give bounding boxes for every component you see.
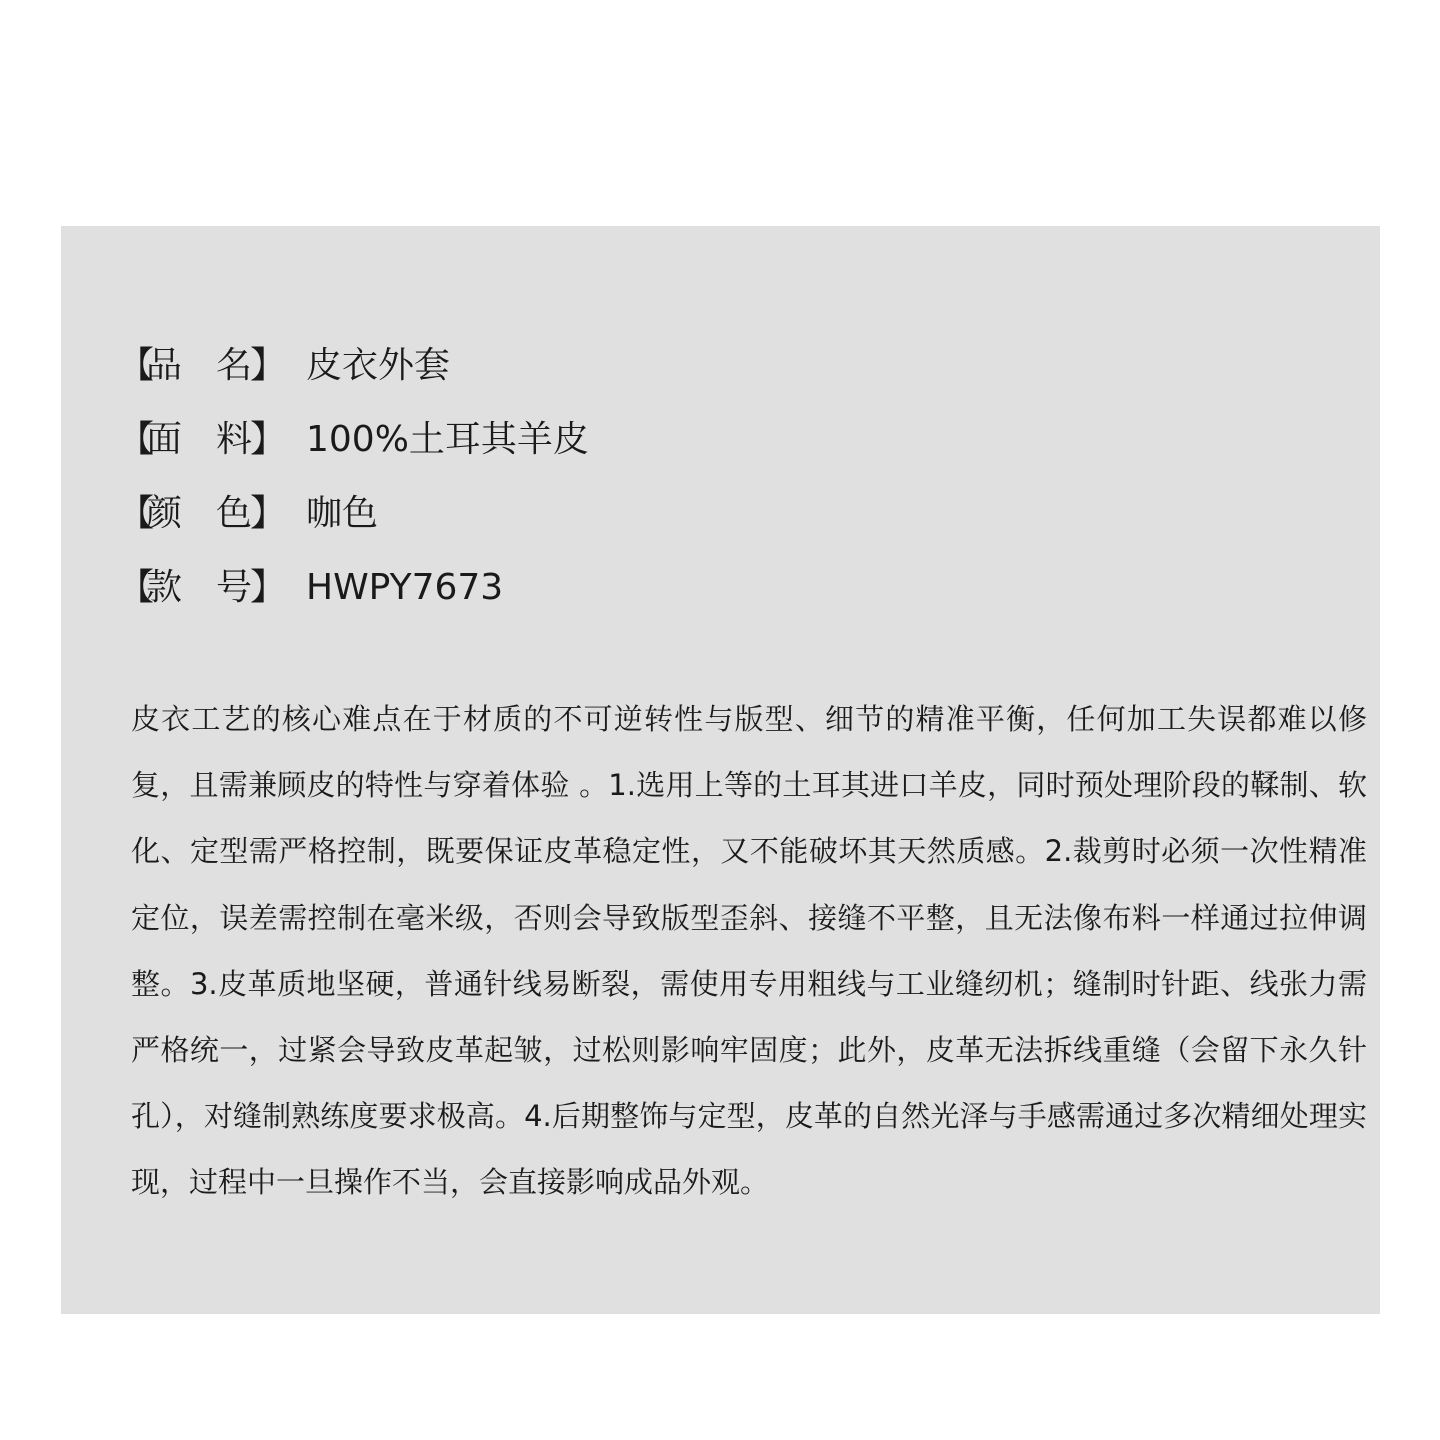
bracket-open: 【: [118, 493, 155, 534]
bracket-close: 】: [250, 419, 287, 460]
spec-key-char: 款: [146, 567, 183, 608]
spec-key: [118, 486, 288, 542]
spec-key-char: 色: [216, 493, 253, 534]
bracket-open: 【: [118, 567, 155, 608]
spec-key-char: 料: [216, 419, 253, 460]
spec-value-style-number: HWPY7673: [306, 567, 504, 608]
spec-key-char: 面: [146, 419, 183, 460]
bracket-close: 】: [250, 493, 287, 534]
spec-key: [118, 412, 288, 468]
craft-description: 皮衣工艺的核心难点在于材质的不可逆转性与版型、细节的精准平衡，任何加工失误都难以修复，且需兼顾皮的特性与穿着体验 。1.选用上等的土耳其进口羊皮，同时预处理阶段的鞣制、软化、定型需严格控制，既要保证皮革稳定性，又不能破坏其天然质感。2.裁剪时必须一次性精准定位，误差需控制在毫米级，否则会导致版型歪斜、接缝不平整，且无法像布料一样通过拉伸调整。3.皮革质地坚硬，普通针线易断裂，需使用专用粗线与工业缝纫机；缝制时针距、线张力需严格统一，过紧会导致皮革起皱，过松则影响牢固度；此外，皮革无法拆线重缝（会留下永久针孔），对缝制熟练度要求极高。4.后期整饰与定型，皮革的自然光泽与手感需通过多次精细处理实现，过程中一旦操作不当，会直接影响成品外观。: [131, 702, 1367, 1200]
bracket-open: 【: [118, 345, 155, 386]
spec-value-material: 100%土耳其羊皮: [306, 419, 589, 460]
spec-key-char: 颜: [146, 493, 183, 534]
spec-key: [118, 338, 288, 394]
bracket-open: 【: [118, 419, 155, 460]
spec-key-char: 品: [146, 345, 183, 386]
spec-key-char: 名: [216, 345, 253, 386]
spec-key-char: 号: [216, 567, 253, 608]
spec-key: [118, 560, 288, 616]
spec-value-name: 皮衣外套: [306, 345, 451, 386]
spec-value-color: 咖色: [306, 493, 379, 534]
bracket-close: 】: [250, 567, 287, 608]
bracket-close: 】: [250, 345, 287, 386]
